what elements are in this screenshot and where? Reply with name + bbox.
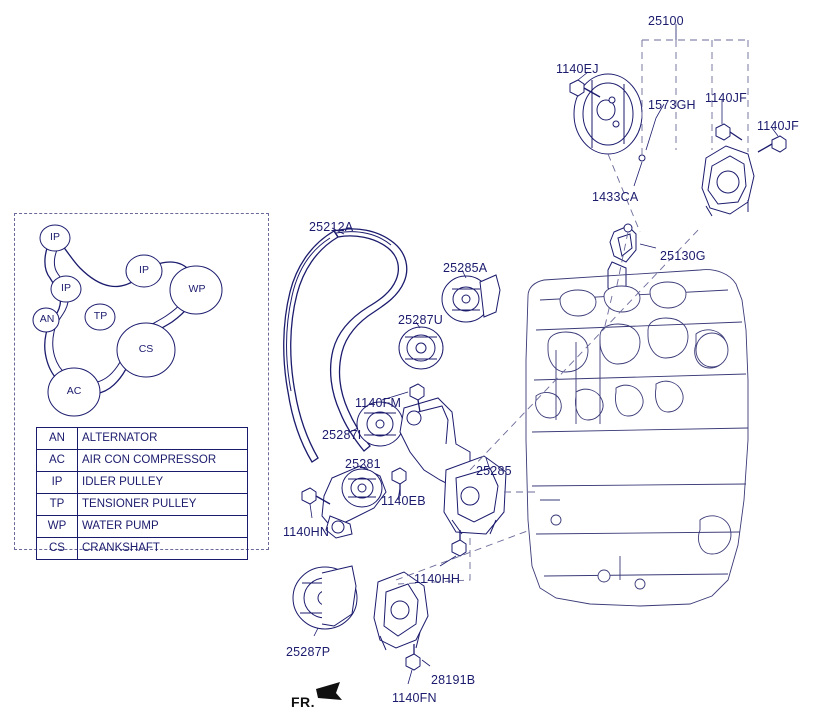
bolt-1140jf-right-1 <box>716 124 742 140</box>
pulley-25287p <box>293 566 357 629</box>
routing-tag-ip-2: IP <box>139 264 149 276</box>
fr-direction-arrow <box>316 682 342 700</box>
legend-name: CRANKSHAFT <box>78 538 248 560</box>
pulley-25287u <box>399 327 443 369</box>
routing-tag-an: AN <box>39 313 55 325</box>
legend-table <box>36 427 248 560</box>
engine-block <box>526 270 748 606</box>
routing-tag-wp: WP <box>188 283 206 295</box>
part-label-1140eb: 1140EB <box>381 494 426 508</box>
legend-code: CS <box>37 538 78 560</box>
orientation-label: FR. <box>291 694 316 710</box>
bolt-1140jf-right-2 <box>758 136 786 152</box>
bolt-1140fn <box>406 644 420 670</box>
part-label-1140hh: 1140HH <box>414 572 461 586</box>
part-label-1573gh: 1573GH <box>648 98 696 112</box>
part-label-25100: 25100 <box>648 14 684 28</box>
tensioner-25281 <box>322 466 386 538</box>
legend-row <box>37 538 248 560</box>
routing-tag-tp: TP <box>93 310 108 322</box>
legend-name: TENSIONER PULLEY <box>78 494 248 516</box>
legend-row <box>37 472 248 494</box>
part-label-1433ca: 1433CA <box>592 190 639 204</box>
part-label-25287u: 25287U <box>398 313 443 327</box>
part-label-28191b: 28191B <box>431 673 476 687</box>
part-label-1140ej: 1140EJ <box>556 62 599 76</box>
legend-code: WP <box>37 516 78 538</box>
legend-row <box>37 494 248 516</box>
bolt-1140hh <box>452 530 466 556</box>
pump-bracket-right <box>702 146 754 216</box>
legend-name: ALTERNATOR <box>78 428 248 450</box>
legend-name: AIR CON COMPRESSOR <box>78 450 248 472</box>
part-label-25287p: 25287P <box>286 645 331 659</box>
part-label-1140fm: 1140FM <box>355 396 402 410</box>
part-label-25130g: 25130G <box>660 249 706 263</box>
part-label-1140jf-1: 1140JF <box>705 91 747 105</box>
legend-code: IP <box>37 472 78 494</box>
legend-code: AN <box>37 428 78 450</box>
part-label-25285: 25285 <box>476 464 512 478</box>
part-label-1140hn: 1140HN <box>283 525 330 539</box>
part-label-1140jf-2: 1140JF <box>757 119 799 133</box>
part-label-25281: 25281 <box>345 457 381 471</box>
legend-name: WATER PUMP <box>78 516 248 538</box>
routing-tag-cs: CS <box>138 343 154 355</box>
legend-row <box>37 428 248 450</box>
routing-tag-ac: AC <box>66 385 82 397</box>
legend-row <box>37 516 248 538</box>
idler-25285a <box>442 275 500 322</box>
legend-name: IDLER PULLEY <box>78 472 248 494</box>
part-label-25212a: 25212A <box>309 220 354 234</box>
routing-tag-ip-3: IP <box>61 282 71 294</box>
part-label-25285a: 25285A <box>443 261 488 275</box>
legend-code: TP <box>37 494 78 516</box>
part-label-1140fn: 1140FN <box>392 691 437 705</box>
part-label-25287i: 25287I <box>322 428 362 442</box>
legend-code: AC <box>37 450 78 472</box>
legend-row <box>37 450 248 472</box>
routing-tag-ip-1: IP <box>50 231 60 243</box>
